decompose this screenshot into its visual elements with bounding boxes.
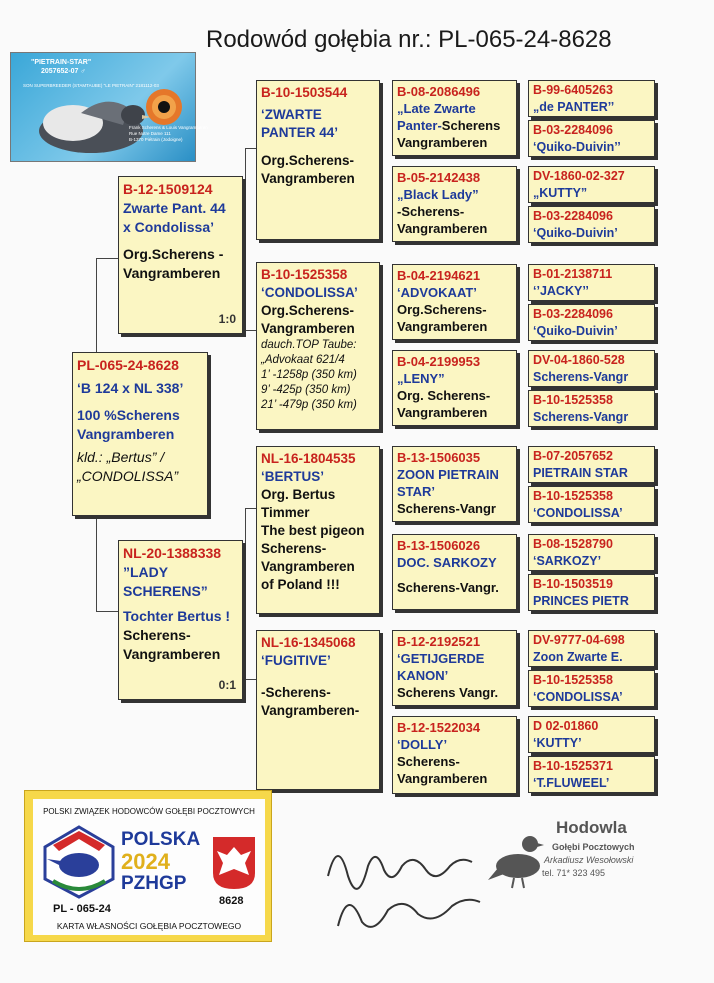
- great-grandparent-line: Vangramberen: [397, 771, 488, 786]
- gen5-box: [528, 350, 655, 387]
- gen5-box: [528, 670, 655, 707]
- connector-line: [382, 118, 383, 204]
- grandparent-box: [256, 630, 380, 790]
- gen5-name: ‘Quiko-Duivin’: [533, 226, 618, 240]
- connector-line: [519, 548, 520, 588]
- subject-line1: 100 %Scherens: [77, 407, 180, 423]
- gen5-name: Scherens-Vangr: [533, 410, 629, 424]
- grandparent-line: -Scherens-: [261, 685, 331, 700]
- grandparent-name: PANTER 44’: [261, 125, 339, 140]
- great-grandparent-name: Panter-: [397, 118, 442, 133]
- ownership-card: [24, 790, 272, 942]
- subject-line4: „CONDOLISSA”: [77, 468, 179, 484]
- page-title: Rodowód gołębia nr.: PL-065-24-8628: [206, 26, 612, 53]
- great-grandparent-line: Org.Scherens-: [397, 302, 487, 317]
- great-grandparent-name: ‘ADVOKAAT’: [397, 285, 477, 300]
- sire-box: [118, 176, 243, 334]
- great-grandparent-ring: B-12-2192521: [397, 634, 481, 649]
- card-number: 8628: [219, 895, 244, 907]
- great-grandparent-line: Scherens Vangr.: [397, 685, 499, 700]
- gen5-ring: DV-9777-04-698: [533, 633, 625, 647]
- grandparent-line: Org. Bertus: [261, 487, 336, 502]
- connector-line: [382, 660, 383, 748]
- gen5-name: ‘Quiko-Duivin’: [533, 324, 618, 338]
- dam-line3: Vangramberen: [123, 646, 221, 662]
- gen5-ring: B-99-6405263: [533, 83, 613, 97]
- great-grandparent-ring: B-13-1506035: [397, 450, 481, 465]
- gen5-box: [528, 716, 655, 753]
- gen5-box: [528, 574, 655, 611]
- gen5-ring: B-10-1525371: [533, 759, 613, 773]
- gen5-box: [528, 304, 655, 341]
- pzhgp-logo-icon: [39, 821, 119, 901]
- great-grandparent-line: Scherens-Vangr.: [397, 580, 499, 595]
- gen5-name: PRINCES PIETR: [533, 594, 629, 608]
- gen5-box: [528, 264, 655, 301]
- dam-line1: Tochter Bertus !: [123, 608, 231, 624]
- great-grandparent-line: Vangramberen: [397, 221, 488, 236]
- great-grandparent-name: STAR’: [397, 484, 436, 499]
- grandparent-line: The best pigeon: [261, 523, 365, 538]
- subject-line2: Vangramberen: [77, 426, 175, 442]
- gen5-ring: B-08-1528790: [533, 537, 613, 551]
- connector-line: [519, 280, 520, 318]
- gen5-name: ‘Quiko-Duivin’’: [533, 140, 621, 154]
- stamp-line1: Hodowla: [556, 818, 627, 837]
- connector-line: [519, 640, 520, 682]
- card-karta: KARTA WŁASNOŚCI GOŁĘBIA POCZTOWEGO: [56, 921, 242, 931]
- gen5-ring: B-10-1503519: [533, 577, 613, 591]
- breeder-stamp: [486, 812, 658, 896]
- great-grandparent-line: Scherens: [441, 118, 501, 133]
- gen5-box: [528, 534, 655, 571]
- dam-box: [118, 540, 243, 700]
- gen5-box: [528, 166, 655, 203]
- grandparent-note: „Advokaat 621/4: [261, 354, 345, 366]
- photo-address: Rue Notre Dame 111: [129, 131, 171, 136]
- great-grandparent-name: KANON’: [397, 668, 449, 683]
- connector-line: [245, 330, 256, 331]
- grandparent-ring: B-10-1525358: [261, 267, 348, 282]
- gen5-ring: B-10-1525358: [533, 673, 613, 687]
- grandparent-box: [256, 446, 380, 614]
- great-grandparent-line: Scherens-: [397, 754, 460, 769]
- card-ring: PL - 065-24: [53, 903, 111, 915]
- grandparent-box: [256, 80, 380, 240]
- gen5-box: [528, 80, 655, 117]
- gen5-ring: B-03-2284096: [533, 209, 613, 223]
- connector-line: [96, 258, 118, 259]
- grandparent-name: ‘FUGITIVE’: [261, 653, 331, 668]
- subject-line3: kld.: „Bertus” /: [77, 449, 165, 465]
- sire-line2: Vangramberen: [123, 265, 221, 281]
- great-grandparent-name: „LENY”: [397, 371, 445, 386]
- sire-name1: Zwarte Pant. 44: [123, 200, 226, 216]
- great-grandparent-ring: B-12-1522034: [397, 720, 481, 735]
- connector-line: [519, 366, 520, 406]
- gen5-name: ‘CONDOLISSA’: [533, 506, 623, 520]
- great-grandparent-name: „Black Lady”: [397, 187, 479, 202]
- gen5-name: ‘SARKOZY’: [533, 554, 602, 568]
- gen5-box: [528, 206, 655, 243]
- connector-line: [245, 679, 256, 680]
- pigeon-photo-icon: [11, 53, 197, 163]
- great-grandparent-line: Vangramberen: [397, 135, 488, 150]
- connector-line: [382, 480, 383, 568]
- grandparent-line: Org.Scherens-: [261, 153, 355, 168]
- grandparent-line: Vangramberen-: [261, 703, 360, 718]
- gen5-box: [528, 120, 655, 157]
- photo-city: B-1370 Piétrain (Jodoigne): [129, 137, 183, 142]
- great-grandparent-box: [392, 534, 517, 610]
- gen5-ring: B-10-1525358: [533, 393, 613, 407]
- pigeon-photo-card: [10, 52, 208, 162]
- great-grandparent-name: ‘DOLLY’: [397, 737, 448, 752]
- great-grandparent-ring: B-04-2194621: [397, 268, 481, 283]
- connector-line: [245, 508, 256, 509]
- connector-line: [245, 148, 256, 149]
- great-grandparent-line: Vangramberen: [397, 319, 488, 334]
- gen5-ring: B-03-2284096: [533, 123, 613, 137]
- photo-owner-block: [129, 125, 208, 143]
- great-grandparent-line: Org. Scherens-: [397, 388, 491, 403]
- gen5-box: [528, 630, 655, 667]
- grandparent-name: ‘ZWARTE: [261, 107, 322, 122]
- sire-ratio: 1:0: [218, 312, 236, 326]
- grandparent-note: dauch.TOP Taube:: [261, 339, 357, 351]
- great-grandparent-box: [392, 80, 517, 156]
- grandparent-line: Vangramberen: [261, 559, 355, 574]
- gen5-name: Zoon Zwarte E.: [533, 650, 623, 664]
- great-grandparent-box: [392, 166, 517, 242]
- card-polska: POLSKA: [121, 829, 201, 850]
- gen5-name: Scherens-Vangr: [533, 370, 629, 384]
- great-grandparent-name: „Late Zwarte: [397, 101, 476, 116]
- great-grandparent-line: -Scherens-: [397, 204, 465, 219]
- great-grandparent-line: Scherens-Vangr: [397, 501, 496, 516]
- grandparent-line: Vangramberen: [261, 321, 355, 336]
- dam-ratio: 0:1: [218, 678, 236, 692]
- connector-line: [382, 296, 383, 386]
- gen5-name: „de PANTER’’: [533, 100, 615, 114]
- subject-ring: PL-065-24-8628: [77, 357, 179, 373]
- grandparent-name: ‘BERTUS’: [261, 469, 325, 484]
- grandparent-ring: NL-16-1345068: [261, 635, 356, 650]
- gen5-ring: DV-04-1860-528: [533, 353, 625, 367]
- gen5-name: ‘CONDOLISSA’: [533, 690, 623, 704]
- gen5-box: [528, 756, 655, 793]
- grandparent-ring: B-10-1503544: [261, 85, 348, 100]
- polish-eagle-icon: [211, 835, 257, 891]
- gen5-box: [528, 486, 655, 523]
- grandparent-name: ‘CONDOLISSA’: [261, 285, 358, 300]
- great-grandparent-ring: B-13-1506026: [397, 538, 481, 553]
- dam-ring: NL-20-1388338: [123, 545, 222, 561]
- gen5-ring: B-07-2057652: [533, 449, 613, 463]
- great-grandparent-box: [392, 716, 517, 794]
- dam-name2: SCHERENS”: [123, 583, 208, 599]
- great-grandparent-box: [392, 446, 517, 522]
- signature-icon: [318, 826, 488, 946]
- connector-line: [96, 611, 118, 612]
- great-grandparent-name: DOC. SARKOZY: [397, 555, 497, 570]
- gen5-ring: D 02-01860: [533, 719, 599, 733]
- connector-line: [245, 508, 246, 679]
- card-pzhgp: PZHGP: [121, 873, 187, 894]
- great-grandparent-name: ‘GETIJGERDE: [397, 651, 485, 666]
- grandparent-note: 21’ -479p (350 km): [261, 399, 357, 411]
- stamp-line4: tel. 71* 323 495: [542, 868, 606, 878]
- connector-line: [519, 96, 520, 134]
- card-org: POLSKI ZWIĄZEK HODOWCÓW GOŁĘBI POCZTOWYCH: [43, 807, 255, 816]
- photo-info: SON SUPERBREEDER (STAMTAUBE) "LE PIETRAIN" 2181112-03: [23, 83, 159, 88]
- card-year: 2024: [121, 849, 170, 874]
- pigeon-stamp-icon: [486, 822, 546, 892]
- sire-ring: B-12-1509124: [123, 181, 213, 197]
- grandparent-note: 1’ -1258p (350 km): [261, 369, 357, 381]
- gen5-ring: DV-1860-02-327: [533, 169, 625, 183]
- great-grandparent-ring: B-08-2086496: [397, 84, 481, 99]
- connector-line: [245, 148, 246, 330]
- gen5-ring: B-10-1525358: [533, 489, 613, 503]
- dam-line2: Scherens-: [123, 627, 191, 643]
- sire-name2: x Condolissa’: [123, 219, 215, 235]
- gen5-ring: B-03-2284096: [533, 307, 613, 321]
- great-grandparent-name: ZOON PIETRAIN: [397, 467, 499, 482]
- grandparent-line: of Poland !!!: [261, 577, 340, 592]
- gen5-box: [528, 390, 655, 427]
- great-grandparent-ring: B-04-2199953: [397, 354, 481, 369]
- great-grandparent-line: Vangramberen: [397, 405, 488, 420]
- connector-line: [519, 462, 520, 502]
- connector-line: [519, 182, 520, 222]
- great-grandparent-box: [392, 350, 517, 426]
- gen5-name: ‘T.FLUWEEL’: [533, 776, 610, 790]
- gen5-box: [528, 446, 655, 483]
- gen5-name: ‘’JACKY’’: [533, 284, 589, 298]
- great-grandparent-box: [392, 630, 517, 706]
- stamp-line2: Gołębi Pocztowych: [552, 842, 635, 852]
- dam-name1: ”LADY: [123, 564, 169, 580]
- grandparent-line: Org.Scherens-: [261, 303, 355, 318]
- connector-line: [519, 728, 520, 770]
- grandparent-note: 9’ -425p (350 km): [261, 384, 351, 396]
- grandparent-box: [256, 262, 380, 430]
- grandparent-line: Scherens-: [261, 541, 327, 556]
- gen5-name: „KUTTY”: [533, 186, 588, 200]
- ownership-card-inner: [33, 799, 265, 935]
- great-grandparent-box: [392, 264, 517, 340]
- stamp-line3: Arkadiusz Wesołowski: [544, 855, 634, 865]
- grandparent-ring: NL-16-1804535: [261, 451, 356, 466]
- sire-line1: Org.Scherens -: [123, 246, 224, 262]
- gen5-name: PIETRAIN STAR: [533, 466, 628, 480]
- great-grandparent-ring: B-05-2142438: [397, 170, 481, 185]
- grandparent-line: Timmer: [261, 505, 310, 520]
- photo-owner: Frank Scherens & Louis Vangramberen: [129, 125, 208, 130]
- gen5-ring: B-01-2138711: [533, 267, 613, 281]
- gen5-name: ‘KUTTY’: [533, 736, 582, 750]
- photo-number: 2057652-07 ♂: [41, 68, 86, 75]
- grandparent-line: Vangramberen: [261, 171, 355, 186]
- photo-title: "PIETRAIN-STAR": [31, 59, 92, 66]
- subject-pigeon-box: [72, 352, 208, 516]
- subject-name: ‘B 124 x NL 338’: [77, 380, 184, 396]
